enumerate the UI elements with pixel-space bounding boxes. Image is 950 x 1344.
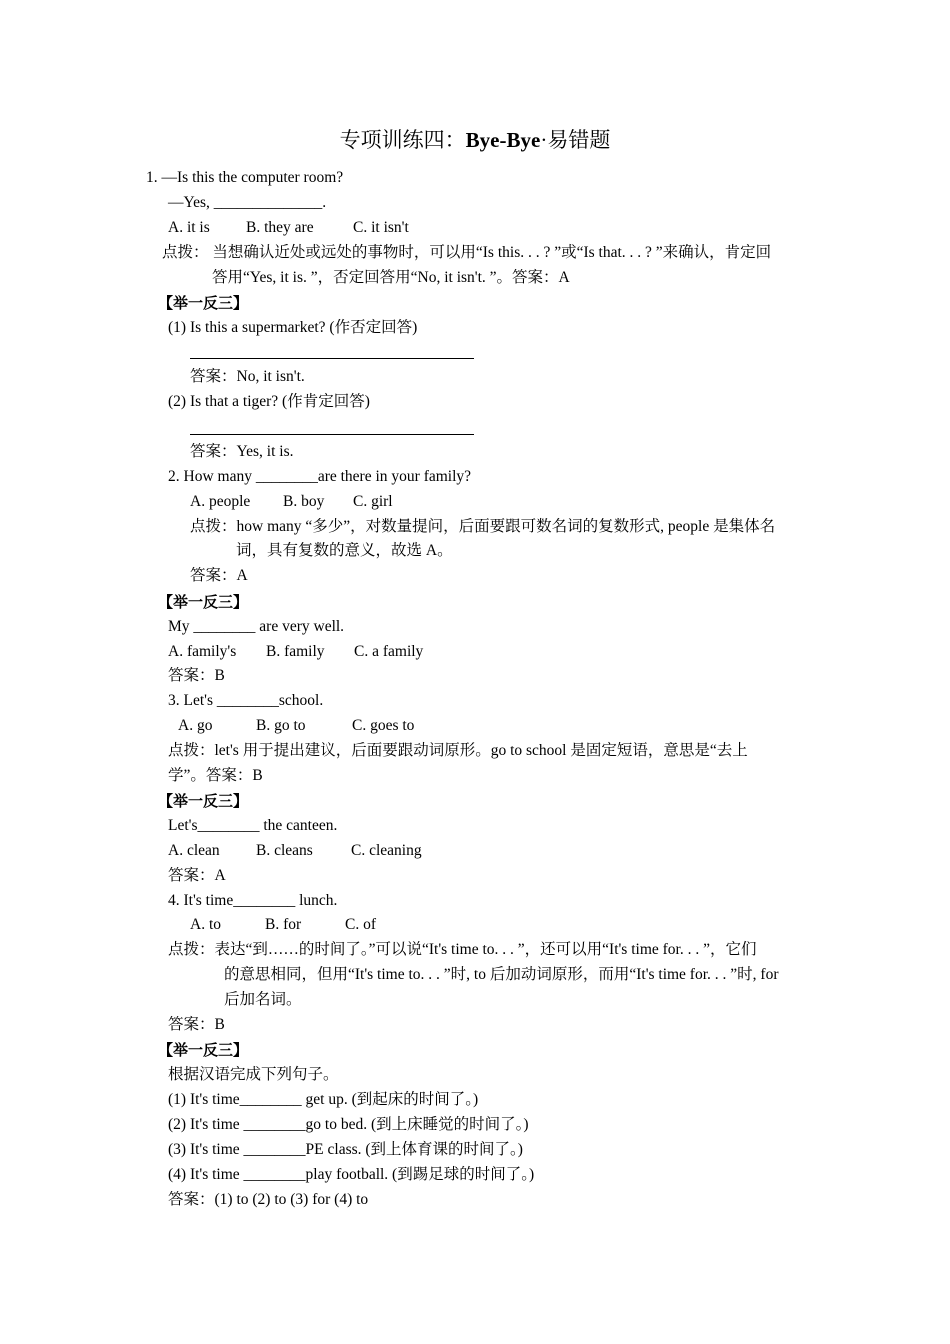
q2-ext-option-c: C. a family [354,643,424,660]
q3-stem: 3. Let's ________school. [168,692,324,709]
q2-ext-question: My ________ are very well. [168,618,345,635]
q2-option-a: A. people [190,493,251,510]
q4-ext-item-1: (1) It's time________ get up. (到起床的时间了。) [168,1091,479,1108]
q3-tip-line-1: 点拨：let's 用于提出建议，后面要跟动词原形。go to school 是固定短语，意思是“去上 [168,742,748,759]
q3-tip-line-2: 学”。答案：B [168,767,263,784]
q2-tip-line-2: 词，具有复数的意义，故选 A。 [236,542,453,559]
q2-ext-options [168,641,423,663]
q4-ext-item-3: (3) It's time ________PE class. (到上体育课的时间了。) [168,1141,523,1158]
q4-ext-answer: 答案：(1) to (2) to (3) for (4) to [168,1191,369,1208]
q1-tip-line-2: 答用“Yes, it is. ”，否定回答用“No, it isn't. ”。答案：A [212,269,570,286]
q4-options [190,914,376,936]
q4-tip-line-2: 的意思相同，但用“It's time to. . . ”时, to 后加动词原形，而用“It's time for. . . ”时, for [224,966,779,983]
q3-ext-answer: 答案：A [168,867,226,884]
q4-tip-line-3: 后加名词。 [224,991,302,1008]
q4-ext-intro: 根据汉语完成下列句子。 [168,1066,339,1083]
q2-option-c: C. girl [353,493,393,510]
q1-option-c: C. it isn't [353,219,409,236]
q2-tip-line-1: 点拨：how many “多少”，对数量提问，后面要跟可数名词的复数形式, people 是集体名 [190,518,776,535]
q1-extension-label: 【举一反三】 [158,294,249,312]
q3-extension-label: 【举一反三】 [158,792,249,810]
q1-ext1-answer: 答案：No, it isn't. [190,368,305,385]
q3-ext-option-b: B. cleans [256,842,313,859]
q4-option-b: B. for [265,916,302,933]
q2-stem: 2. How many ________are there in your family? [168,468,472,485]
q1-ext1-blank [190,358,474,359]
q1-answer-line: —Yes, ______________. [168,194,327,211]
q2-ext-option-a: A. family's [168,643,237,660]
q3-option-c: C. goes to [352,717,415,734]
q4-extension-label: 【举一反三】 [158,1041,249,1059]
q1-ext2-blank [190,434,474,435]
q2-ext-option-b: B. family [266,643,325,660]
q1-options [168,217,409,239]
q1-ext1-question: (1) Is this a supermarket? (作否定回答) [168,319,418,336]
q2-ext-answer: 答案：B [168,667,225,684]
q3-options [178,715,414,737]
page-title [0,124,950,156]
q3-option-b: B. go to [256,717,306,734]
q2-extension-label: 【举一反三】 [158,593,249,611]
q2-options [190,491,393,513]
title-prefix: 专项训练四： [339,128,466,152]
q4-answer: 答案：B [168,1016,225,1033]
q2-option-b: B. boy [283,493,325,510]
q1-tip-line-1: 点拨： 当想确认近处或远处的事物时，可以用“Is this. . . ? ”或“Is that. . . ? ”来确认，肯定回 [162,244,772,261]
q3-ext-option-a: A. clean [168,842,220,859]
q4-ext-item-4: (4) It's time ________play football. (到踢足球的时间了。) [168,1166,535,1183]
q4-option-a: A. to [190,916,221,933]
q3-option-a: A. go [178,717,213,734]
q3-ext-option-c: C. cleaning [351,842,422,859]
title-suffix: ·易错题 [540,128,611,152]
q1-stem: 1. —Is this the computer room? [146,169,344,186]
title-bold: Bye-Bye [465,128,541,152]
q4-ext-item-2: (2) It's time ________go to bed. (到上床睡觉的时间了。) [168,1116,529,1133]
q1-option-a: A. it is [168,219,210,236]
q3-ext-question: Let's________ the canteen. [168,817,338,834]
q4-stem: 4. It's time________ lunch. [168,892,338,909]
q3-ext-options [168,840,422,862]
q1-option-b: B. they are [246,219,314,236]
q4-tip-line-1: 点拨：表达“到……的时间了。”可以说“It's time to. . . ”，还可以用“It's time for. . . ”，它们 [168,941,757,958]
q1-ext2-question: (2) Is that a tiger? (作肯定回答) [168,393,370,410]
q1-ext2-answer: 答案：Yes, it is. [190,443,294,460]
q4-option-c: C. of [345,916,376,933]
q2-answer: 答案：A [190,567,248,584]
